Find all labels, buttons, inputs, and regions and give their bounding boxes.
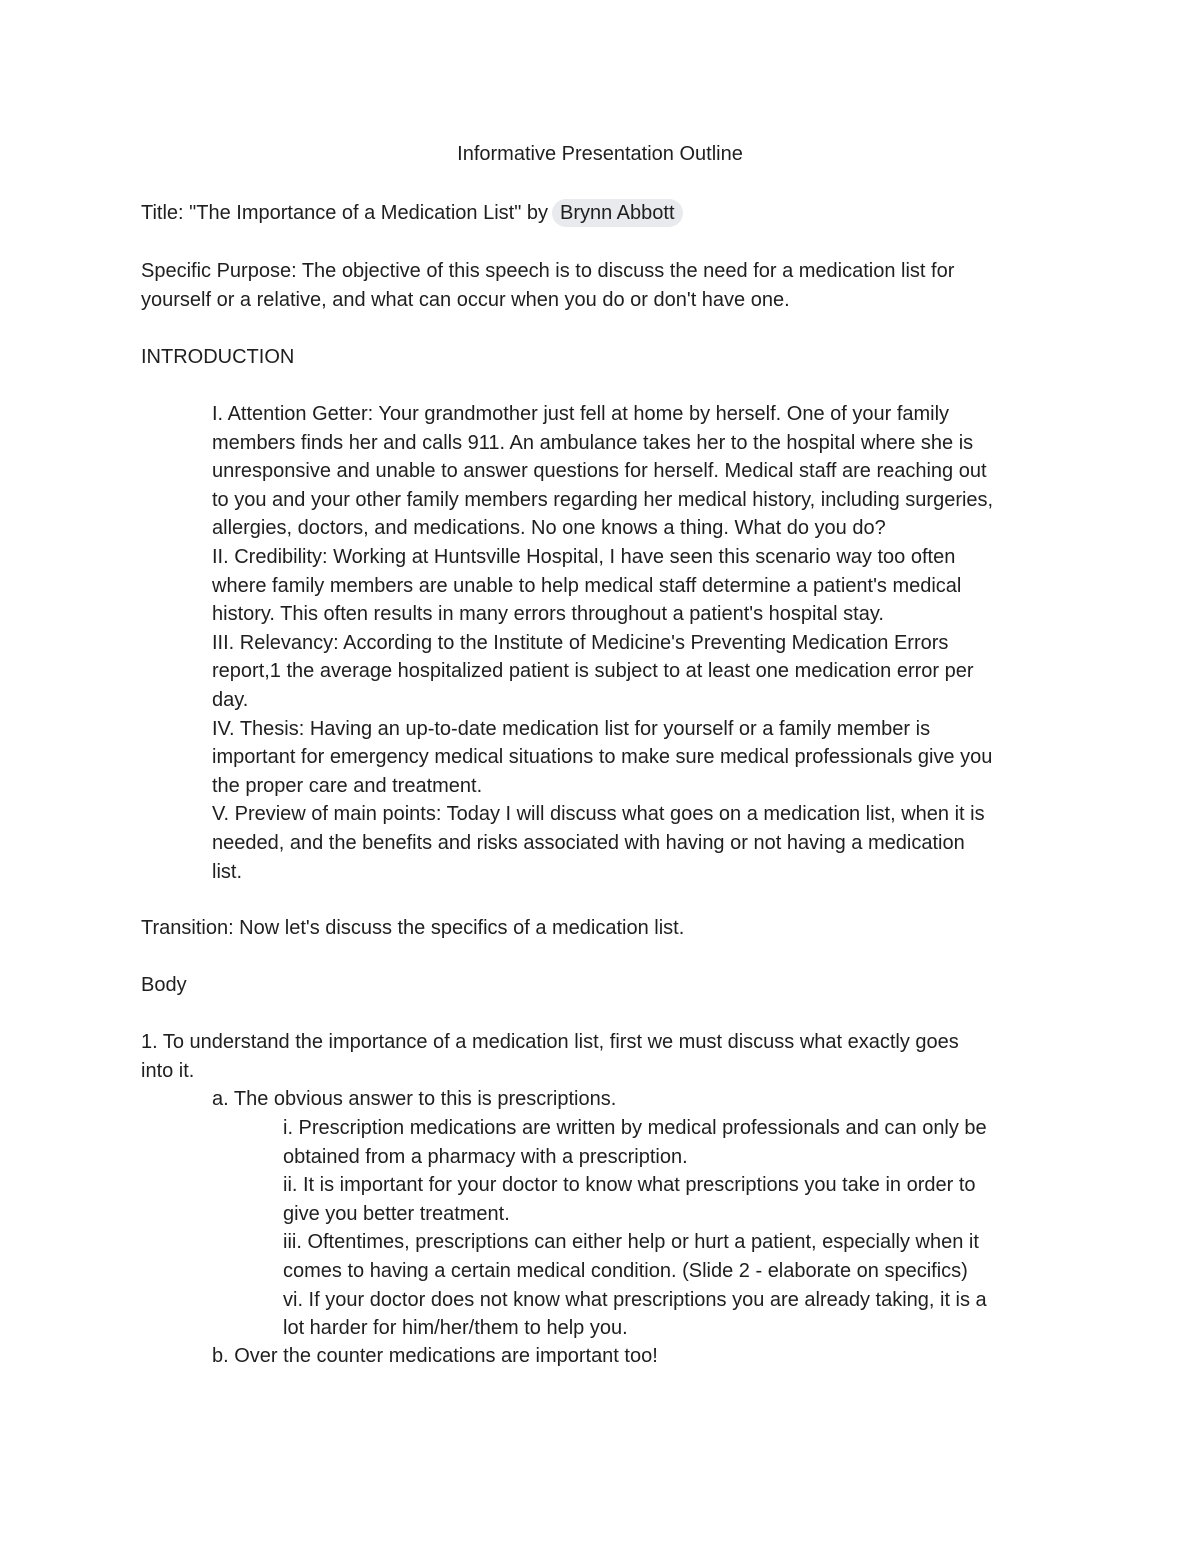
author-chip[interactable]: Brynn Abbott <box>552 199 683 227</box>
main-point-1 <box>141 1028 959 1085</box>
intro-line: important for emergency medical situations to make sure medical professionals give you <box>212 746 993 769</box>
intro-line: III. Relevancy: According to the Institute of Medicine's Preventing Medication Errors <box>212 631 949 654</box>
intro-line: needed, and the benefits and risks associated with having or not having a medication <box>212 831 965 854</box>
sub-point-b: b. Over the counter medications are important too! <box>212 1345 658 1367</box>
transition-line: Transition: Now let's discuss the specifics of a medication list. <box>141 917 685 939</box>
intro-line: day. <box>212 688 249 711</box>
speech-title-line <box>141 199 683 228</box>
detail-line: lot harder for him/her/them to help you. <box>283 1317 628 1340</box>
point-line: 1. To understand the importance of a medication list, first we must discuss what exactly goes <box>141 1031 959 1053</box>
intro-line: members finds her and calls 911. An ambulance takes her to the hospital where she is <box>212 431 974 454</box>
speech-title-text: Title: "The Importance of a Medication List" by <box>141 202 548 224</box>
detail-line: i. Prescription medications are written by medical professionals and can only be <box>283 1117 987 1139</box>
introduction-heading: INTRODUCTION <box>141 346 295 368</box>
detail-line: iii. Oftentimes, prescriptions can either help or hurt a patient, especially when it <box>283 1231 979 1254</box>
intro-line: allergies, doctors, and medications. No one knows a thing. What do you do? <box>212 517 886 540</box>
body-heading: Body <box>141 974 187 996</box>
intro-line: where family members are unable to help medical staff determine a patient's medical <box>212 574 962 597</box>
intro-line: II. Credibility: Working at Huntsville Hospital, I have seen this scenario way too often <box>212 545 956 568</box>
detail-line: comes to having a certain medical condition. (Slide 2 - elaborate on specifics) <box>283 1259 968 1282</box>
intro-line: history. This often results in many errors throughout a patient's hospital stay. <box>212 603 884 626</box>
purpose-line: Specific Purpose: The objective of this speech is to discuss the need for a medication list for <box>141 260 955 282</box>
intro-line: IV. Thesis: Having an up-to-date medication list for yourself or a family member is <box>212 717 931 740</box>
document-heading: Informative Presentation Outline <box>457 143 743 165</box>
intro-line: I. Attention Getter: Your grandmother just fell at home by herself. One of your family <box>212 403 950 425</box>
detail-line: give you better treatment. <box>283 1202 510 1225</box>
intro-line: unresponsive and unable to answer questions for herself. Medical staff are reaching out <box>212 460 987 483</box>
detail-line: obtained from a pharmacy with a prescription. <box>283 1145 688 1168</box>
intro-line: to you and your other family members regarding her medical history, including surgeries, <box>212 488 994 511</box>
purpose-line: yourself or a relative, and what can occur when you do or don't have one. <box>141 288 790 311</box>
introduction-points <box>212 400 993 886</box>
detail-line: vi. If your doctor does not know what prescriptions you are already taking, it is a <box>283 1288 987 1311</box>
specific-purpose <box>141 257 954 314</box>
sub-point-a: a. The obvious answer to this is prescriptions. <box>212 1088 617 1110</box>
sub-point-a-details <box>283 1114 987 1343</box>
detail-line: ii. It is important for your doctor to know what prescriptions you take in order to <box>283 1174 976 1197</box>
intro-line: list. <box>212 860 242 883</box>
point-line: into it. <box>141 1059 195 1082</box>
intro-line: the proper care and treatment. <box>212 774 483 797</box>
intro-line: V. Preview of main points: Today I will discuss what goes on a medication list, when it is <box>212 803 985 826</box>
intro-line: report,1 the average hospitalized patient is subject to at least one medication error per <box>212 660 974 683</box>
